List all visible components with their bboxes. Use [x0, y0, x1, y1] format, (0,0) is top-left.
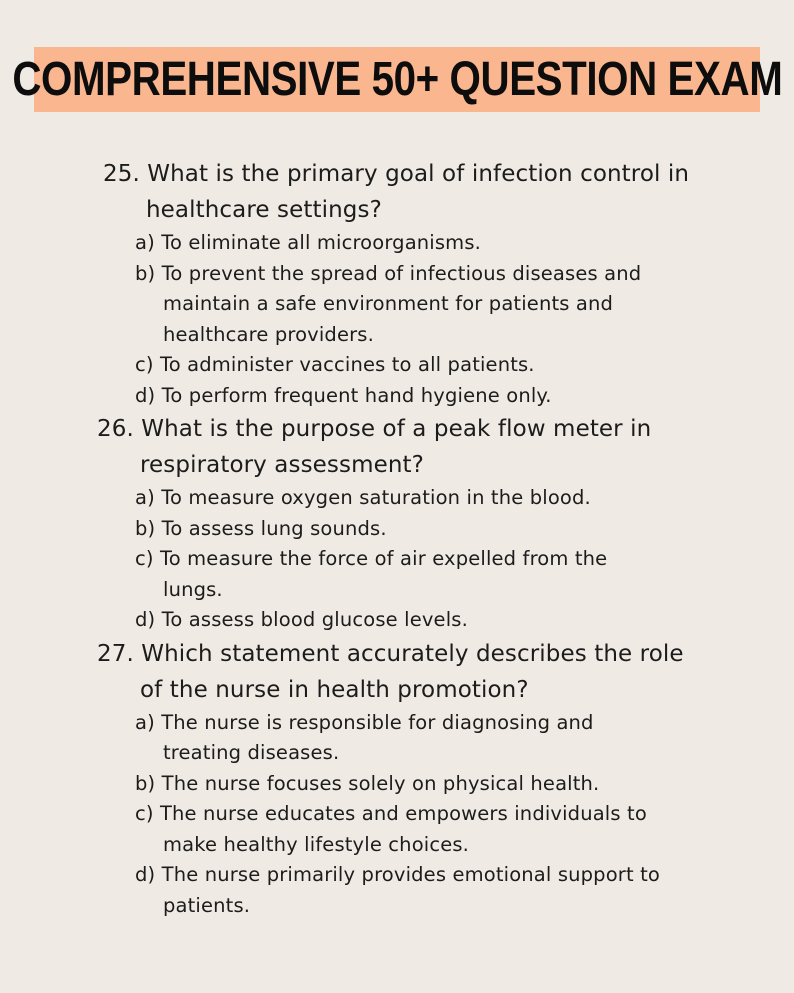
option-line: c) To measure the force of air expelled from the: [135, 547, 608, 570]
answer-option-b: [135, 259, 794, 351]
option-line: lungs.: [163, 577, 223, 601]
question-26: [0, 411, 794, 636]
answer-option-a: [135, 483, 794, 514]
answer-option-b: [135, 769, 794, 800]
answer-option-a: [135, 228, 794, 259]
option-line: maintain a safe environment for patients and: [163, 292, 614, 315]
option-line: d) To assess blood glucose levels.: [135, 608, 468, 631]
question-line: 26. What is the purpose of a peak flow meter in: [97, 416, 652, 442]
question-text: [97, 636, 794, 708]
option-line: b) To assess lung sounds.: [135, 516, 387, 540]
option-line: a) To measure oxygen saturation in the blood.: [135, 486, 591, 509]
option-line: a) To eliminate all microorganisms.: [135, 231, 481, 254]
question-line: respiratory assessment?: [140, 452, 424, 478]
answer-option-d: [135, 860, 794, 921]
answer-option-d: [135, 381, 794, 412]
question-27: [0, 636, 794, 922]
option-line: c) The nurse educates and empowers individuals to: [135, 802, 647, 825]
answer-option-c: [135, 799, 794, 860]
question-line: of the nurse in health promotion?: [140, 676, 529, 703]
question-text: [97, 411, 794, 483]
question-line: 25. What is the primary goal of infection control in: [103, 161, 690, 187]
title-banner: [11, 47, 783, 112]
answer-option-c: [135, 350, 794, 381]
option-line: d) The nurse primarily provides emotional support to: [135, 863, 660, 886]
question-text: [103, 156, 794, 228]
option-line: patients.: [163, 893, 251, 917]
answer-options: [135, 708, 794, 922]
answer-options: [135, 483, 794, 636]
option-line: treating diseases.: [163, 741, 340, 764]
answer-option-a: [135, 708, 794, 769]
page-title: COMPREHENSIVE 50+ QUESTION EXAM: [11, 53, 783, 106]
option-line: b) To prevent the spread of infectious diseases and: [135, 261, 642, 285]
option-line: make healthy lifestyle choices.: [163, 832, 470, 856]
question-list: [0, 156, 794, 921]
question-25: [0, 156, 794, 411]
option-line: a) The nurse is responsible for diagnosing and: [135, 710, 594, 734]
option-line: d) To perform frequent hand hygiene only.: [135, 383, 552, 407]
option-line: c) To administer vaccines to all patients.: [135, 353, 535, 376]
option-line: b) The nurse focuses solely on physical health.: [135, 771, 600, 795]
question-line: 27. Which statement accurately describes the role: [97, 640, 684, 667]
answer-option-d: [135, 605, 794, 636]
option-line: healthcare providers.: [163, 322, 374, 346]
answer-option-c: [135, 544, 794, 605]
question-line: healthcare settings?: [146, 197, 382, 223]
answer-options: [135, 228, 794, 411]
answer-option-b: [135, 514, 794, 545]
